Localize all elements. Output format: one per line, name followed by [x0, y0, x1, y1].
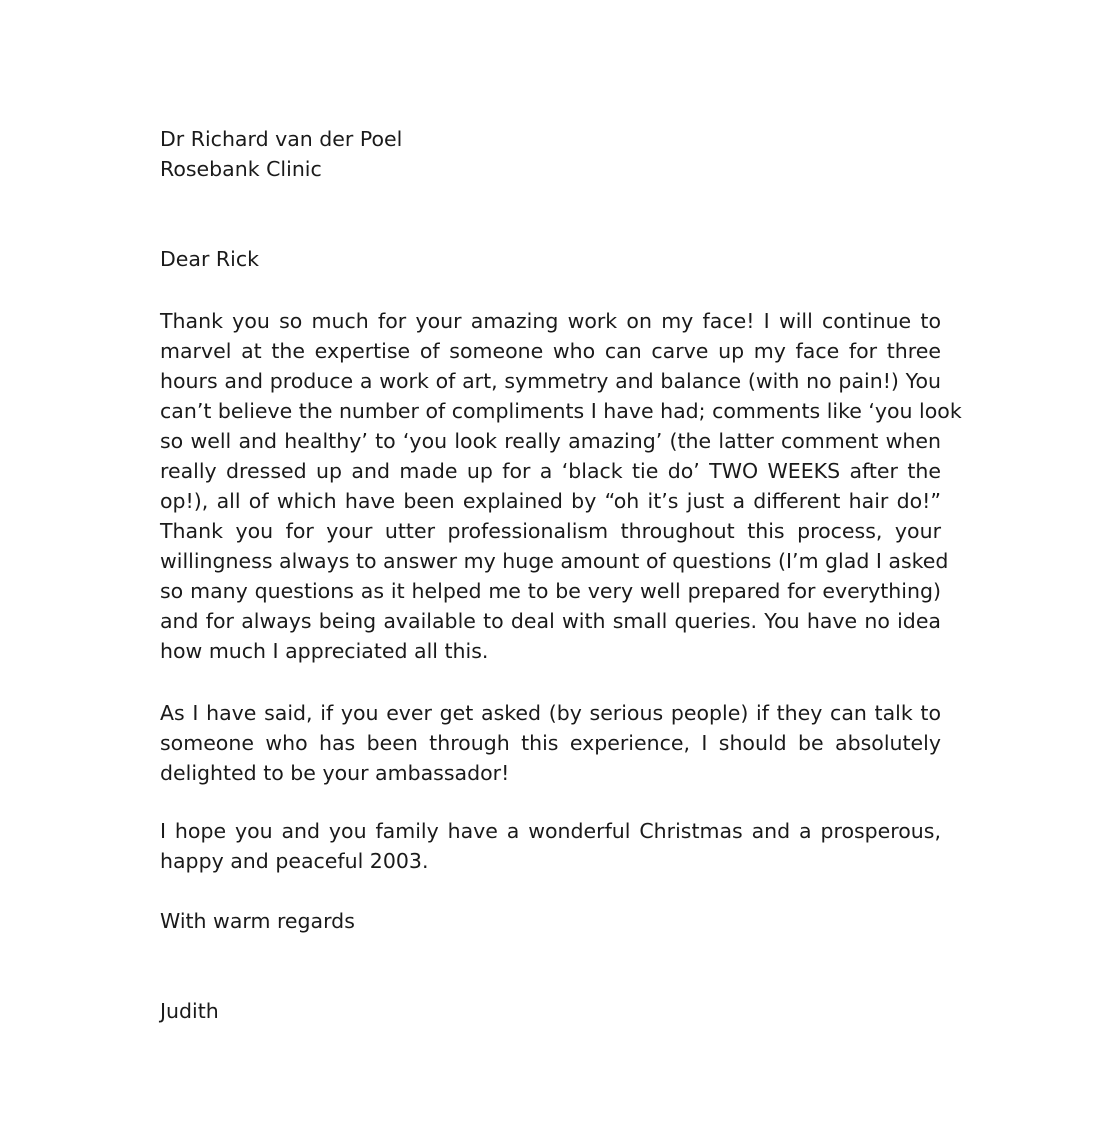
paragraph-line: Thank you for your utter professionalism throughout this process, your — [160, 519, 941, 543]
paragraph-line: really dressed up and made up for a ‘black tie do’ TWO WEEKS after the — [160, 459, 941, 483]
paragraph-line: willingness always to answer my huge amount of questions (I’m glad I asked — [160, 549, 949, 573]
greeting: Dear Rick — [160, 247, 259, 271]
paragraph-ambassador — [160, 698, 941, 788]
recipient-organization: Rosebank Clinic — [160, 157, 322, 181]
closing: With warm regards — [160, 909, 355, 933]
paragraph-line: so well and healthy’ to ‘you look really amazing’ (the latter comment when — [160, 429, 941, 453]
paragraph-line: delighted to be your ambassador! — [160, 761, 510, 785]
recipient-block — [160, 124, 941, 184]
paragraph-thanks — [160, 306, 962, 666]
letter-body — [160, 124, 962, 1026]
paragraph-line: can’t believe the number of compliments I have had; comments like ‘you look — [160, 399, 962, 423]
paragraph-line: how much I appreciated all this. — [160, 639, 489, 663]
paragraph-line: marvel at the expertise of someone who can carve up my face for three — [160, 339, 941, 363]
paragraph-line: and for always being available to deal with small queries. You have no idea — [160, 609, 941, 633]
paragraph-line: hours and produce a work of art, symmetry and balance (with no pain!) You — [160, 369, 941, 393]
recipient-name: Dr Richard van der Poel — [160, 127, 403, 151]
signature: Judith — [160, 999, 219, 1023]
paragraph-season-greetings — [160, 816, 941, 876]
paragraph-line: As I have said, if you ever get asked (by serious people) if they can talk to — [160, 701, 941, 725]
paragraph-line: Thank you so much for your amazing work on my face! I will continue to — [160, 309, 941, 333]
paragraph-line: so many questions as it helped me to be very well prepared for everything) — [160, 579, 941, 603]
paragraph-line: I hope you and you family have a wonderful Christmas and a prosperous, — [160, 819, 941, 843]
paragraph-line: happy and peaceful 2003. — [160, 849, 429, 873]
paragraph-line: someone who has been through this experience, I should be absolutely — [160, 731, 941, 755]
paragraph-line: op!), all of which have been explained by “oh it’s just a different hair do!” — [160, 489, 941, 513]
